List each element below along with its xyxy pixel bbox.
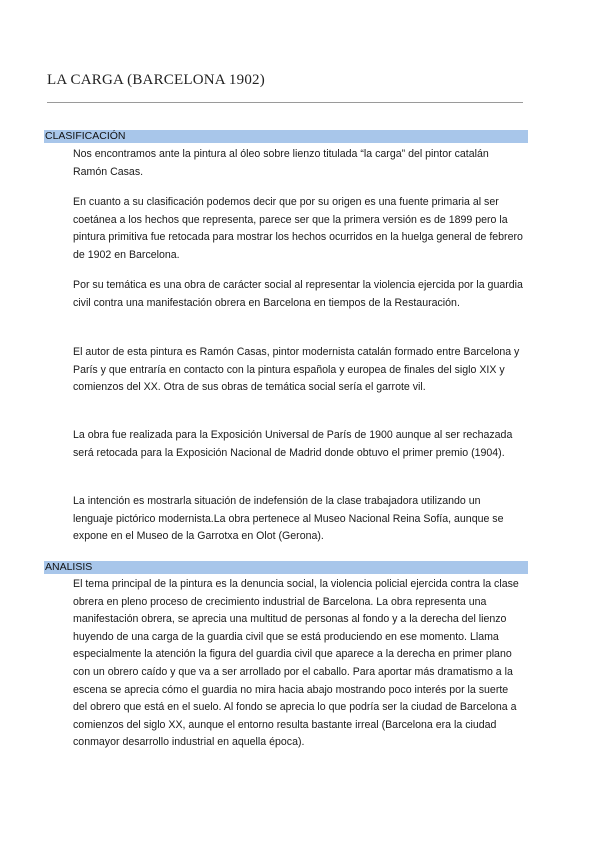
section-heading-bar-analisis [44, 561, 528, 574]
paragraph-tematica: Por su temática es una obra de carácter social al representar la violencia ejercida por la guardia civil contra una manifestación obrera en Barcelona en tiempos de la Restauración. [73, 279, 523, 309]
paragraph-analisis: El tema principal de la pintura es la denuncia social, la violencia policial ejercida contra la clase obrera en pleno proceso de crecimiento industrial de Barcelona. La obra representa una manifestación obrera, se aprecia una multitud de personas al fondo y a la derecha del lienzo huyendo de una carga de la guardia civil que se está produciendo en ese momento. Llama especialmente la atención la figura del guardia civil que aparece a la derecha en primer plano con un obrero caído y que va a ser arrollado por el caballo. Para aportar más dramatismo a la escena se aprecia cómo el guardia no mira hacia abajo mostrando poco interés por la suerte del obrero que está en el suelo. Al fondo se aprecia lo que podría ser la ciudad de Barcelona a comienzos del siglo XX, aunque el entorno resulta bastante irreal (Barcelona era la ciudad conmayor desarrollo industrial en aquella época). [73, 578, 519, 749]
paragraph-clasificacion: En cuanto a su clasificación podemos decir que por su origen es una fuente primaria al ser coetánea a los hechos que representa, parece ser que la primera versión es de 1899 pero la pintura primitiva fue retocada para mostrar los hechos ocurridos en la huelga general de febrero de 1902 en Barcelona. [73, 196, 523, 261]
paragraph-intro: Nos encontramos ante la pintura al óleo sobre lienzo titulada “la carga” del pintor catalán Ramón Casas. [73, 148, 489, 178]
paragraph-exposicion: La obra fue realizada para la Exposición Universal de París de 1900 aunque al ser rechazada será retocada para la Exposición Nacional de Madrid donde obtuvo el primer premio (1904). [73, 429, 513, 459]
section-heading-analisis: ANALISIS [45, 561, 93, 573]
section-heading-clasificacion: CLASIFICACIÓN [45, 130, 126, 142]
title-divider [47, 102, 523, 103]
document-title: LA CARGA (BARCELONA 1902) [47, 72, 265, 88]
paragraph-intencion: La intención es mostrarla situación de indefensión de la clase trabajadora utilizando un lenguaje pictórico modernista.La obra pertenece al Museo Nacional Reina Sofía, aunque se expone en el Museo de la Garrotxa en Olot (Gerona). [73, 495, 504, 543]
paragraph-autor: El autor de esta pintura es Ramón Casas, pintor modernista catalán formado entre Barcelona y París y que entraría en contacto con la pintura española y europea de finales del siglo XIX y comienzos del XX. Otra de sus obras de temática social sería el garrote vil. [73, 346, 520, 394]
